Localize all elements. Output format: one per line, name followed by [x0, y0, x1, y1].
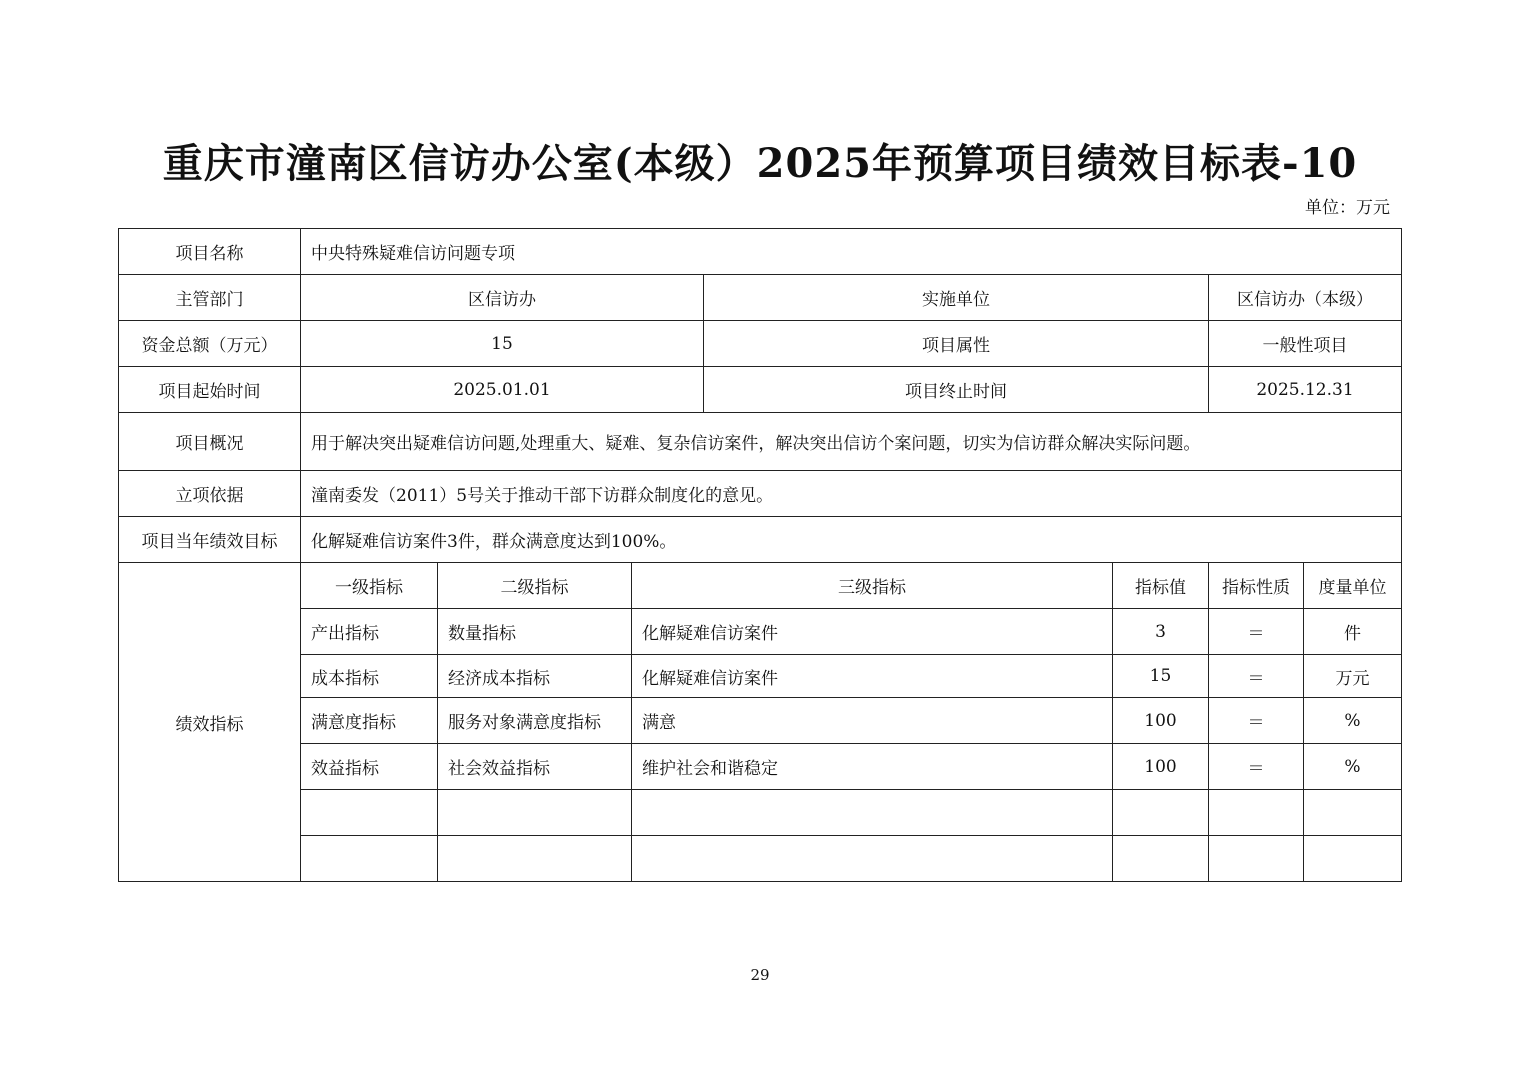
- table-row: [119, 609, 1402, 655]
- goal-value: 化解疑难信访案件3件，群众满意度达到100%。: [301, 517, 1402, 563]
- unit-label: 单位：万元: [1305, 198, 1390, 218]
- cell-level2: 社会效益指标: [438, 744, 632, 790]
- cell-level2: 服务对象满意度指标: [438, 698, 632, 744]
- cell-level1: 满意度指标: [301, 698, 438, 744]
- cell-nature: [1209, 790, 1304, 836]
- table-row: [119, 655, 1402, 698]
- table-row: [119, 698, 1402, 744]
- cell-level2: [438, 790, 632, 836]
- cell-level2: 经济成本指标: [438, 655, 632, 698]
- cell-level3: 化解疑难信访案件: [632, 655, 1113, 698]
- table-row: [119, 836, 1402, 882]
- cell-level1: 效益指标: [301, 744, 438, 790]
- table-row: [119, 744, 1402, 790]
- cell-value: 3: [1113, 609, 1209, 655]
- attr-value: 一般性项目: [1209, 321, 1402, 367]
- cell-level1: [301, 836, 438, 882]
- cell-level3: [632, 790, 1113, 836]
- impl-label: 实施单位: [704, 275, 1209, 321]
- cell-level1: 成本指标: [301, 655, 438, 698]
- cell-value: [1113, 790, 1209, 836]
- basis-label: 立项依据: [119, 471, 301, 517]
- cell-unit: 件: [1304, 609, 1402, 655]
- funds-value: 15: [301, 321, 704, 367]
- cell-level2: 数量指标: [438, 609, 632, 655]
- cell-nature: [1209, 836, 1304, 882]
- cell-level3: 化解疑难信访案件: [632, 609, 1113, 655]
- cell-nature: ＝: [1209, 744, 1304, 790]
- cell-unit: 万元: [1304, 655, 1402, 698]
- end-label: 项目终止时间: [704, 367, 1209, 413]
- start-value: 2025.01.01: [301, 367, 704, 413]
- project-name-value: 中央特殊疑难信访问题专项: [301, 229, 1402, 275]
- overview-value: 用于解决突出疑难信访问题,处理重大、疑难、复杂信访案件，解决突出信访个案问题，切实为信访群众解决实际问题。: [301, 413, 1402, 471]
- funds-label: 资金总额（万元）: [119, 321, 301, 367]
- dept-value: 区信访办: [301, 275, 704, 321]
- indicator-header-row: [119, 563, 1402, 609]
- goal-label: 项目当年绩效目标: [119, 517, 301, 563]
- header-value: 指标值: [1113, 563, 1209, 609]
- cell-nature: ＝: [1209, 698, 1304, 744]
- overview-label: 项目概况: [119, 413, 301, 471]
- cell-level2: [438, 836, 632, 882]
- page-number: 29: [750, 966, 770, 984]
- cell-unit: [1304, 836, 1402, 882]
- cell-value: 100: [1113, 698, 1209, 744]
- row-dates: [119, 367, 1402, 413]
- row-goal: [119, 517, 1402, 563]
- cell-value: [1113, 836, 1209, 882]
- cell-level1: 产出指标: [301, 609, 438, 655]
- header-level1: 一级指标: [301, 563, 438, 609]
- row-funds: [119, 321, 1402, 367]
- cell-level3: 满意: [632, 698, 1113, 744]
- performance-target-table: [118, 228, 1402, 882]
- header-level3: 三级指标: [632, 563, 1113, 609]
- row-overview: [119, 413, 1402, 471]
- attr-label: 项目属性: [704, 321, 1209, 367]
- cell-nature: ＝: [1209, 609, 1304, 655]
- document-title: 重庆市潼南区信访办公室(本级）2025年预算项目绩效目标表-10: [162, 140, 1358, 187]
- dept-label: 主管部门: [119, 275, 301, 321]
- impl-value: 区信访办（本级）: [1209, 275, 1402, 321]
- table-row: [119, 790, 1402, 836]
- project-name-label: 项目名称: [119, 229, 301, 275]
- cell-level3: 维护社会和谐稳定: [632, 744, 1113, 790]
- row-project-name: [119, 229, 1402, 275]
- header-unit: 度量单位: [1304, 563, 1402, 609]
- cell-level1: [301, 790, 438, 836]
- indicators-section-label: 绩效指标: [119, 563, 301, 882]
- cell-value: 100: [1113, 744, 1209, 790]
- basis-value: 潼南委发（2011）5号关于推动干部下访群众制度化的意见。: [301, 471, 1402, 517]
- cell-nature: ＝: [1209, 655, 1304, 698]
- cell-unit: %: [1304, 744, 1402, 790]
- cell-level3: [632, 836, 1113, 882]
- cell-unit: [1304, 790, 1402, 836]
- header-level2: 二级指标: [438, 563, 632, 609]
- end-value: 2025.12.31: [1209, 367, 1402, 413]
- row-dept: [119, 275, 1402, 321]
- start-label: 项目起始时间: [119, 367, 301, 413]
- header-nature: 指标性质: [1209, 563, 1304, 609]
- cell-unit: %: [1304, 698, 1402, 744]
- row-basis: [119, 471, 1402, 517]
- cell-value: 15: [1113, 655, 1209, 698]
